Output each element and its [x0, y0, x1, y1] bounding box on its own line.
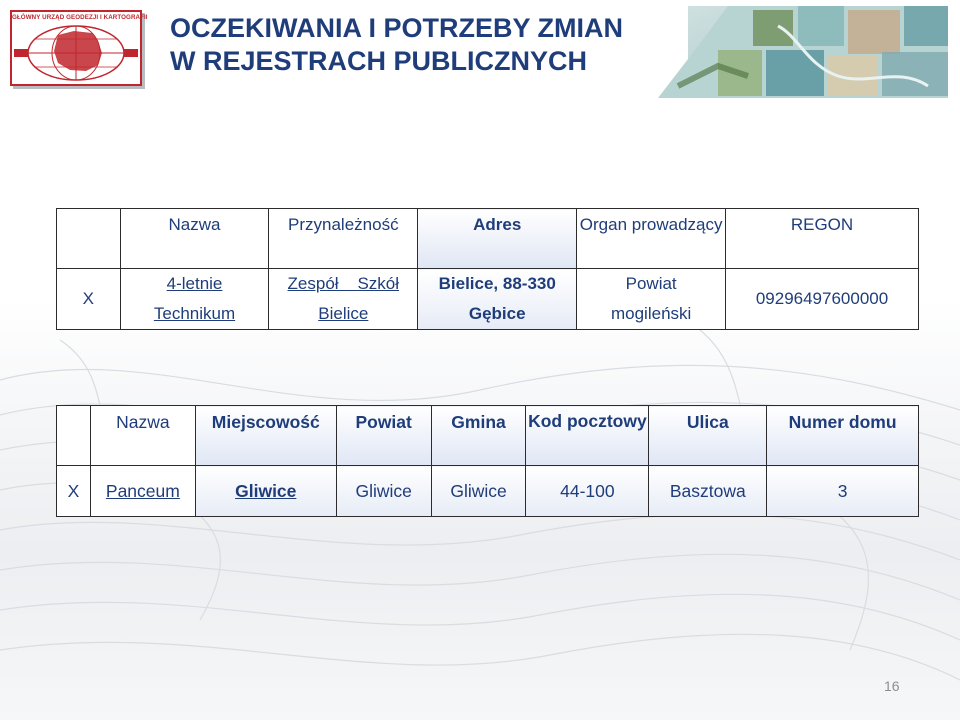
cell-nazwa-line1[interactable]: 4-letnie	[166, 274, 223, 293]
header-regon: REGON	[726, 209, 919, 269]
company-registry-table	[56, 405, 919, 517]
cell-numer: 3	[767, 466, 919, 517]
row-marker: X	[57, 466, 91, 517]
cell-gmina: Gliwice	[431, 466, 526, 517]
header-nazwa: Nazwa	[90, 406, 195, 466]
cell-organ-line2: mogileński	[610, 304, 692, 323]
satellite-imagery-banner	[658, 6, 948, 98]
page-number: 16	[884, 678, 900, 694]
table-header-row	[57, 209, 919, 269]
gugik-logo	[10, 10, 148, 86]
header-kod-pocztowy: Kod pocztowy	[526, 406, 649, 466]
cell-powiat: Gliwice	[336, 466, 431, 517]
header-empty	[57, 209, 121, 269]
header-adres: Adres	[418, 209, 577, 269]
title-line-2: W REJESTRACH PUBLICZNYCH	[170, 46, 588, 76]
header-empty	[57, 406, 91, 466]
header-nazwa: Nazwa	[120, 209, 269, 269]
cell-organ-line1: Powiat	[625, 274, 677, 293]
topographic-background	[0, 320, 960, 720]
header-organ: Organ prowadzący	[577, 209, 726, 269]
header-numer-domu: Numer domu	[767, 406, 919, 466]
cell-adres	[418, 269, 577, 330]
title-line-1: OCZEKIWANIA I POTRZEBY ZMIAN	[170, 13, 624, 43]
school-registry-table	[56, 208, 919, 330]
header-przynaleznosc: Przynależność	[269, 209, 418, 269]
cell-adres-line1: Bielice, 88-330	[438, 274, 556, 293]
cell-nazwa-line2[interactable]: Technikum	[153, 304, 236, 323]
header-powiat: Powiat	[336, 406, 431, 466]
globe-map-icon	[14, 23, 138, 83]
cell-nazwa[interactable]: Panceum	[90, 466, 195, 517]
row-marker: X	[57, 269, 121, 330]
cell-miejscowosc[interactable]: Gliwice	[195, 466, 336, 517]
cell-przynaleznosc-line1[interactable]: Zespół Szkół	[287, 274, 400, 293]
cell-kod: 44-100	[526, 466, 649, 517]
cell-przynaleznosc-line2[interactable]: Bielice	[318, 304, 369, 323]
cell-organ	[577, 269, 726, 330]
header-gmina: Gmina	[431, 406, 526, 466]
table-row	[57, 269, 919, 330]
cell-nazwa[interactable]	[120, 269, 269, 330]
logo-text: GŁÓWNY URZĄD GEODEZJI I KARTOGRAFII	[12, 14, 148, 21]
header-miejscowosc: Miejscowość	[195, 406, 336, 466]
page-title	[170, 12, 670, 78]
table-row	[57, 466, 919, 517]
cell-regon: 09296497600000	[726, 269, 919, 330]
cell-adres-line2: Gębice	[468, 304, 526, 323]
cell-ulica: Basztowa	[649, 466, 767, 517]
cell-przynaleznosc[interactable]	[269, 269, 418, 330]
table-header-row	[57, 406, 919, 466]
header-ulica: Ulica	[649, 406, 767, 466]
